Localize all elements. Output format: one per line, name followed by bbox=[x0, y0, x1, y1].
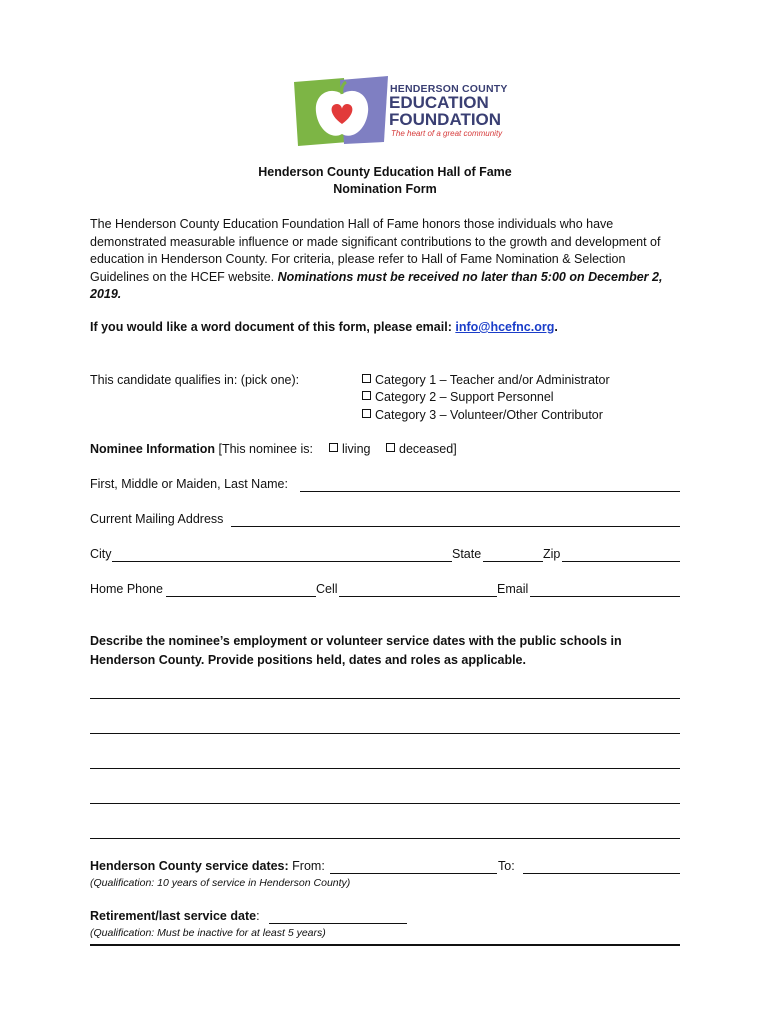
email-request-text: If you would like a word document of this form, please email: bbox=[90, 320, 456, 334]
category-1-label: Category 1 – Teacher and/or Administrator bbox=[375, 373, 610, 387]
service-from-label: From: bbox=[292, 859, 325, 873]
intro-paragraph bbox=[90, 216, 680, 304]
category-1-option[interactable] bbox=[362, 373, 610, 387]
form-subtitle: Nomination Form bbox=[333, 182, 437, 196]
description-line[interactable] bbox=[90, 733, 680, 734]
email-label: Email bbox=[497, 582, 529, 596]
city-field[interactable] bbox=[112, 546, 452, 562]
service-from-field[interactable] bbox=[330, 858, 497, 874]
description-line[interactable] bbox=[90, 698, 680, 699]
qualifies-label: This candidate qualifies in: (pick one): bbox=[90, 373, 300, 387]
nominee-heading: Nominee Information bbox=[90, 442, 216, 456]
retirement-qualification-note: (Qualification: Must be inactive for at least 5 years) bbox=[90, 927, 326, 939]
bottom-rule bbox=[90, 944, 680, 946]
contact-email-link[interactable]: info@hcefnc.org bbox=[455, 320, 555, 334]
service-to-label: To: bbox=[498, 859, 515, 873]
category-3-option[interactable] bbox=[362, 408, 603, 422]
retirement-row bbox=[90, 909, 260, 923]
category-3-label: Category 3 – Volunteer/Other Contributor bbox=[375, 408, 603, 422]
home-phone-label: Home Phone bbox=[90, 582, 163, 596]
email-request-suffix: . bbox=[554, 320, 558, 334]
logo-text-line3: FOUNDATION bbox=[389, 110, 502, 129]
city-label: City bbox=[90, 547, 112, 561]
email-field[interactable] bbox=[530, 581, 680, 597]
description-line[interactable] bbox=[90, 803, 680, 804]
service-description-prompt: Describe the nominee’s employment or volunteer service dates with the public schools in Henderson County. Provide positions held, dates and roles as applicable. bbox=[90, 634, 622, 667]
cell-field[interactable] bbox=[339, 581, 497, 597]
description-line[interactable] bbox=[90, 768, 680, 769]
description-line[interactable] bbox=[90, 838, 680, 839]
address-field[interactable] bbox=[231, 511, 680, 527]
living-label: living bbox=[342, 442, 371, 456]
deceased-label: deceased] bbox=[399, 442, 457, 456]
nominee-info-row bbox=[90, 442, 313, 456]
name-label: First, Middle or Maiden, Last Name: bbox=[90, 477, 288, 491]
living-checkbox[interactable] bbox=[329, 443, 338, 452]
intro-text: The Henderson County Education Foundation Hall of Fame honors those individuals who have demonstrated measurable influence or made significant contributions to the growth and development of education in Henderson County. For criteria, please refer to Hall of Fame Nomination & Selection Guidelines on the HCEF website. bbox=[90, 217, 661, 284]
retirement-colon: : bbox=[256, 909, 260, 923]
deceased-option[interactable] bbox=[386, 442, 457, 456]
service-dates-label: Henderson County service dates: bbox=[90, 859, 289, 873]
retirement-date-field[interactable] bbox=[269, 908, 407, 924]
name-field[interactable] bbox=[300, 476, 680, 492]
zip-field[interactable] bbox=[562, 546, 680, 562]
logo-tagline: The heart of a great community bbox=[391, 129, 503, 138]
category-3-checkbox[interactable] bbox=[362, 409, 371, 418]
state-field[interactable] bbox=[483, 546, 543, 562]
living-option[interactable] bbox=[329, 442, 371, 456]
service-qualification-note: (Qualification: 10 years of service in Henderson County) bbox=[90, 877, 351, 889]
service-dates-row bbox=[90, 859, 325, 873]
deadline-text: Nominations must be received no later than 5:00 on December 2, 2019. bbox=[90, 269, 663, 301]
word-doc-request bbox=[90, 320, 558, 334]
cell-label: Cell bbox=[316, 582, 338, 596]
address-label: Current Mailing Address bbox=[90, 512, 224, 526]
home-phone-field[interactable] bbox=[166, 581, 316, 597]
state-label: State bbox=[452, 547, 482, 561]
form-title: Henderson County Education Hall of Fame bbox=[258, 165, 512, 179]
category-2-checkbox[interactable] bbox=[362, 391, 371, 400]
nominee-prompt: [This nominee is: bbox=[218, 442, 313, 456]
service-to-field[interactable] bbox=[523, 858, 680, 874]
logo-text-line1: HENDERSON COUNTY bbox=[390, 83, 508, 95]
retirement-label: Retirement/last service date bbox=[90, 909, 257, 923]
deceased-checkbox[interactable] bbox=[386, 443, 395, 452]
logo-text-line2: EDUCATION bbox=[389, 93, 489, 112]
category-2-option[interactable] bbox=[362, 390, 554, 404]
category-1-checkbox[interactable] bbox=[362, 374, 371, 383]
zip-label: Zip bbox=[543, 547, 561, 561]
category-2-label: Category 2 – Support Personnel bbox=[375, 390, 554, 404]
